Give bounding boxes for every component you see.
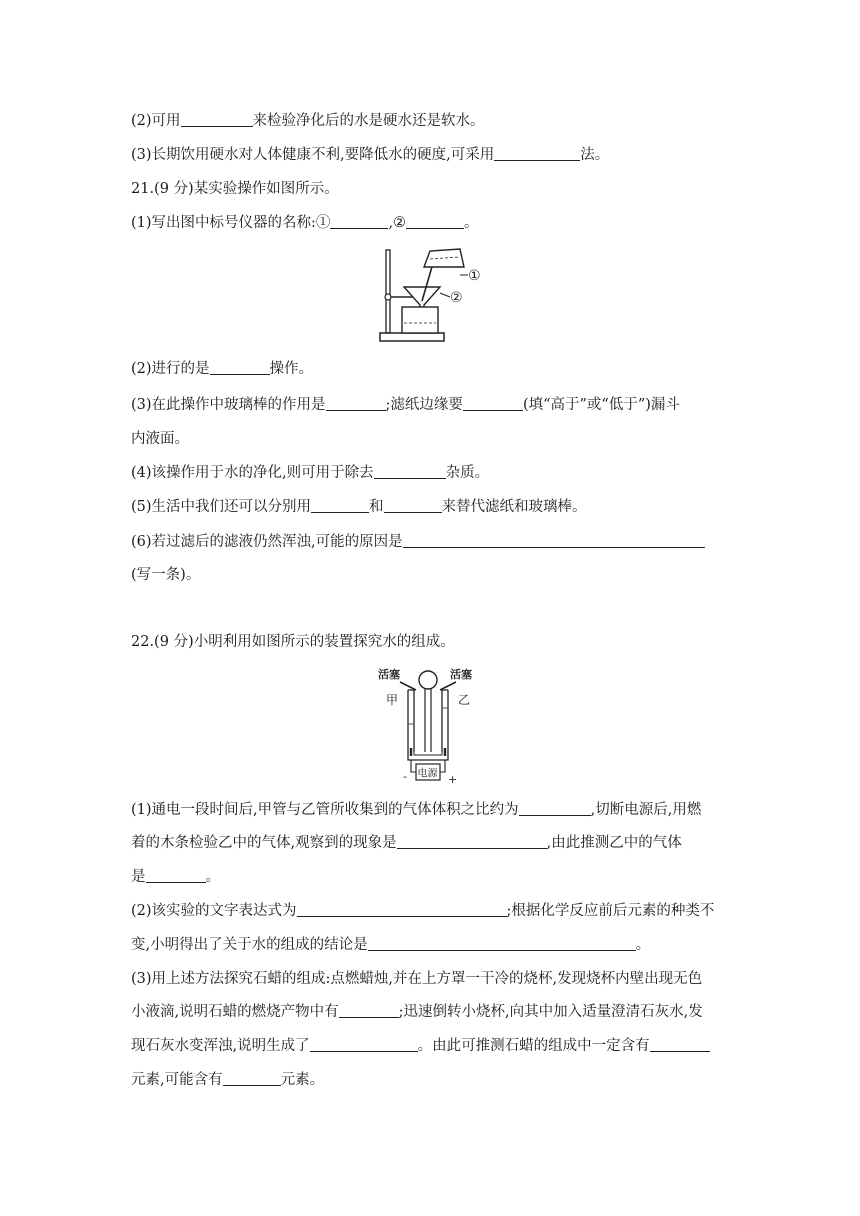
q21-2-line <box>131 359 313 379</box>
q22-1-cont2 <box>131 867 220 887</box>
text: 元素。 <box>280 1072 325 1088</box>
electrolysis-figure <box>378 660 478 788</box>
tube-right <box>442 690 448 752</box>
answer-blank[interactable] <box>146 868 206 883</box>
text: (2)该实验的文字表达式为 <box>131 903 297 919</box>
text: (2)可用 <box>131 113 181 129</box>
receiving-beaker <box>402 307 438 333</box>
text: (2)进行的是 <box>131 361 210 377</box>
answer-blank[interactable] <box>494 146 580 161</box>
plus-sign: + <box>448 773 458 786</box>
stopcock-right-label: 活塞 <box>450 668 472 681</box>
answer-blank[interactable] <box>181 112 253 127</box>
text: 。由此可推测石蜡的组成中一定含有 <box>417 1038 650 1054</box>
q21-4-line <box>131 463 489 483</box>
answer-blank[interactable] <box>310 1037 418 1052</box>
text: (6)若过滤后的滤液仍然浑浊,可能的原因是 <box>131 534 403 550</box>
text: 操作。 <box>269 361 314 377</box>
q22-3-cont <box>131 1002 703 1022</box>
answer-blank[interactable] <box>330 214 388 229</box>
text: (填“高于”或“低于”)漏斗 <box>522 397 680 413</box>
text: (4)该操作用于水的净化,则可用于除去 <box>131 465 374 481</box>
text: (1)通电一段时间后,甲管与乙管所收集到的气体体积之比约为 <box>131 802 519 818</box>
q21-5-line <box>131 497 587 517</box>
text: ;滤纸边缘要 <box>385 397 463 413</box>
q22-3-line <box>131 969 702 989</box>
answer-blank[interactable] <box>311 498 369 513</box>
answer-blank[interactable] <box>339 1003 399 1018</box>
text: 元素,可能含有 <box>131 1072 223 1088</box>
q21-3-line <box>131 395 680 415</box>
filtration-figure <box>374 245 494 345</box>
text: 来检验净化后的水是硬水还是软水。 <box>252 113 485 129</box>
power-label: 电源 <box>417 768 438 780</box>
text: 现石灰水变浑浊,说明生成了 <box>131 1038 310 1054</box>
text: ,由此推测乙中的气体 <box>546 835 682 851</box>
answer-blank[interactable] <box>519 801 591 816</box>
q21-1-line <box>131 213 479 233</box>
stopcock-left <box>400 682 416 690</box>
text: (3)用上述方法探究石蜡的组成:点燃蜡烛,并在上方罩一干冷的烧杯,发现烧杯内壁出现无色 <box>131 971 703 987</box>
q21-3-cont <box>131 429 189 449</box>
text: (1)写出图中标号仪器的名称:① <box>131 215 331 231</box>
answer-blank[interactable] <box>384 498 442 513</box>
minus-sign: - <box>403 770 407 783</box>
text: (写一条)。 <box>131 567 201 583</box>
stopcock-left-label: 活塞 <box>378 668 400 681</box>
text: 着的木条检验乙中的气体,观察到的现象是 <box>131 835 397 851</box>
answer-blank[interactable] <box>223 1071 281 1086</box>
pouring-beaker <box>424 249 464 267</box>
q21-6-line <box>131 532 705 552</box>
q22-3-cont2 <box>131 1036 710 1056</box>
answer-blank[interactable] <box>650 1037 710 1052</box>
stand-base <box>380 333 444 341</box>
q22-1-cont <box>131 833 682 853</box>
label-1: ① <box>468 268 481 284</box>
text: 22.(9 分)小明利用如图所示的装置探究水的组成。 <box>131 634 455 650</box>
answer-blank[interactable] <box>406 214 464 229</box>
answer-blank[interactable] <box>368 936 636 951</box>
text: 变,小明得出了关于水的组成的结论是 <box>131 937 368 953</box>
text: ,② <box>388 215 407 231</box>
q21-title <box>131 179 339 199</box>
text: 内液面。 <box>131 431 189 447</box>
answer-blank[interactable] <box>210 360 270 375</box>
answer-blank[interactable] <box>374 464 446 479</box>
answer-blank[interactable] <box>463 396 523 411</box>
tube-left <box>408 690 414 752</box>
q22-3-cont3 <box>131 1070 324 1090</box>
answer-blank[interactable] <box>397 834 547 849</box>
text: 和 <box>369 499 384 515</box>
q22-2-cont <box>131 935 650 955</box>
text: 杂质。 <box>445 465 490 481</box>
text: 。 <box>635 937 651 953</box>
reservoir-bulb <box>419 671 437 689</box>
q22-title <box>131 632 455 652</box>
q22-2-line <box>131 901 714 921</box>
stopcock-right <box>440 682 456 690</box>
text: ;迅速倒转小烧杯,向其中加入适量澄清石灰水,发 <box>398 1004 703 1020</box>
q20-2-line <box>131 111 485 131</box>
text: 。 <box>205 869 220 885</box>
text: 法。 <box>580 147 610 163</box>
tube-left-label: 甲 <box>386 693 399 707</box>
q22-1-line <box>131 800 701 820</box>
text: ;根据化学反应前后元素的种类不 <box>506 903 715 919</box>
text: 是 <box>131 869 146 885</box>
label-2: ② <box>450 290 463 306</box>
text: 来替代滤纸和玻璃棒。 <box>441 499 587 515</box>
answer-blank[interactable] <box>403 533 705 548</box>
tube-right-label: 乙 <box>458 693 471 707</box>
q20-3-line <box>131 145 609 165</box>
answer-blank[interactable] <box>297 902 507 917</box>
stand-rod <box>386 250 390 333</box>
q21-6-cont <box>131 565 200 585</box>
text: ,切断电源后,用燃 <box>590 802 702 818</box>
answer-blank[interactable] <box>326 396 386 411</box>
text: 小液滴,说明石蜡的燃烧产物中有 <box>131 1004 339 1020</box>
text: (5)生活中我们还可以分别用 <box>131 499 312 515</box>
text: 21.(9 分)某实验操作如图所示。 <box>131 181 339 197</box>
text: (3)在此操作中玻璃棒的作用是 <box>131 397 326 413</box>
text: (3)长期饮用硬水对人体健康不利,要降低水的硬度,可采用 <box>131 147 495 163</box>
text: 。 <box>464 215 479 231</box>
